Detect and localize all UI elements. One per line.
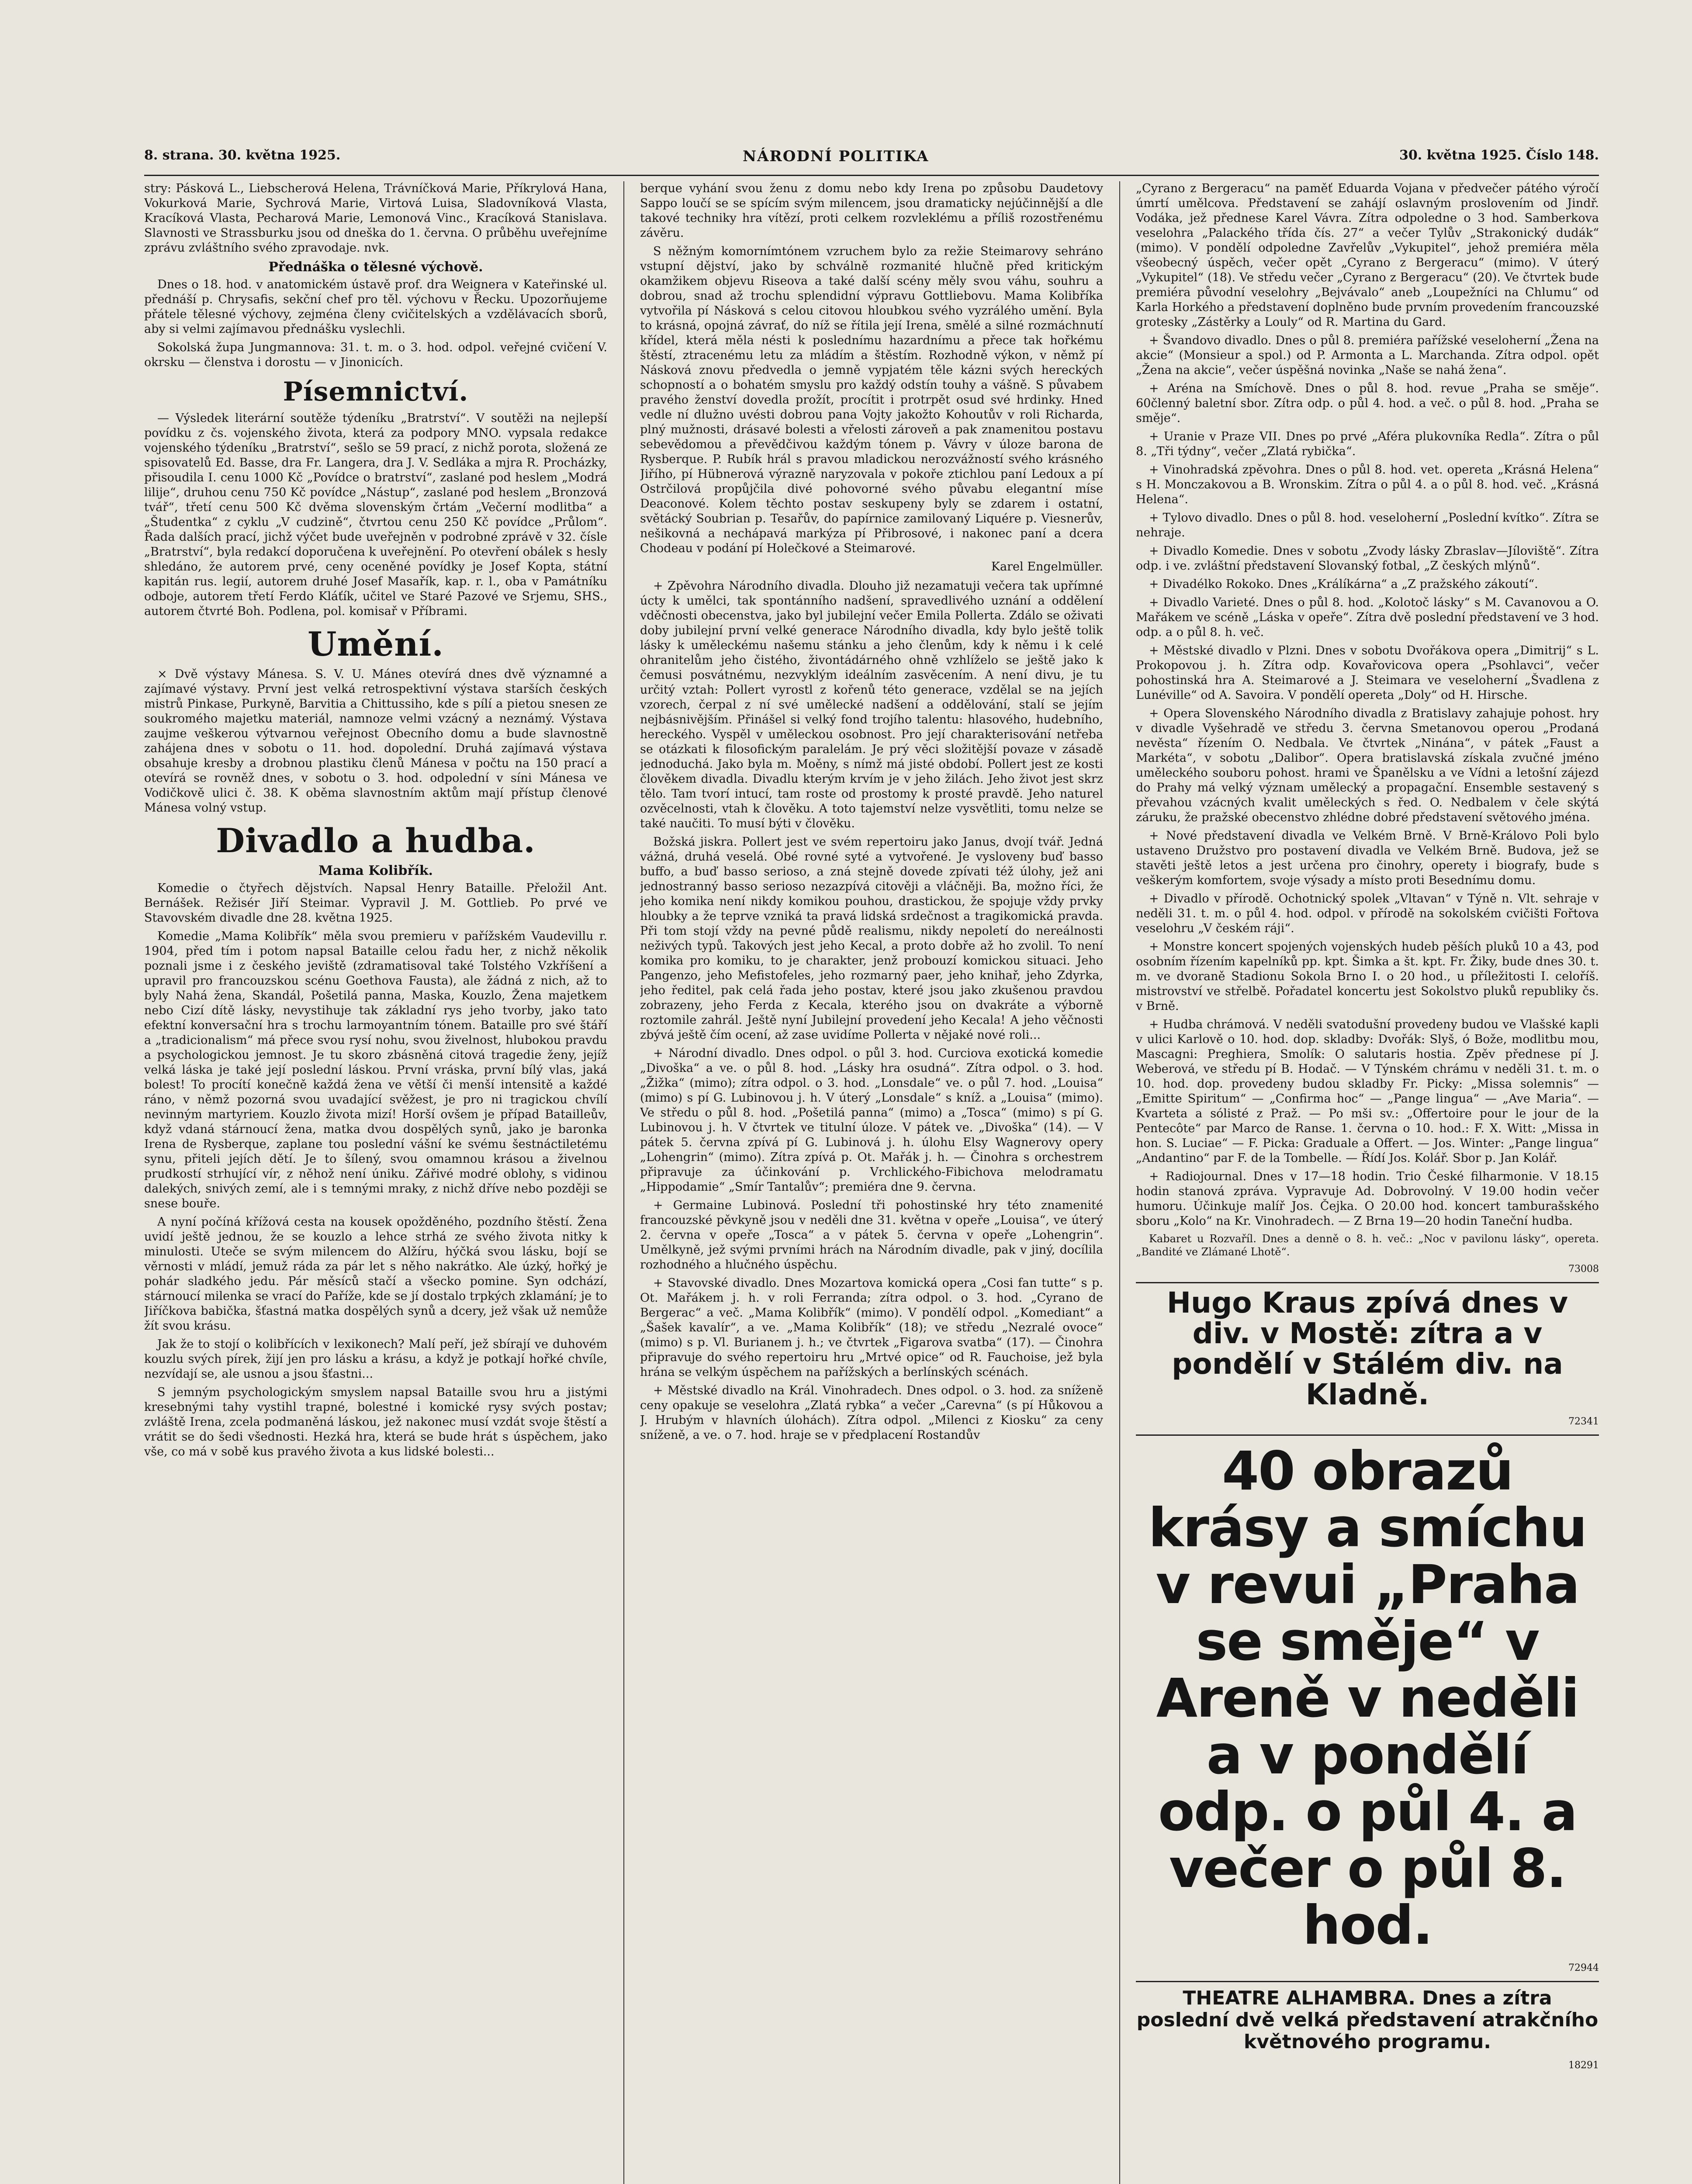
ad-number: 18291 — [1568, 2060, 1599, 2071]
column-3 — [1136, 181, 1599, 2184]
section-heading: Písemnictví. — [283, 377, 469, 407]
article-text: S něžným komornímtónem vzruchem bylo za režie Steimarovy sehráno vstupní dějství, jako by schválně rozmanité hlučně před kritickým okamžikem objevu Riseova a také další scény měly svou váhu, souhru a dobrou, snad až trochu splendidní výpravu Gottliebovu. Mama Kolibříka vytvořila pí Násková s celou citovou hloubkou svého vyzrálého umění. Byla to krásná, opojná závrať, do níž se řítila její Irena, smělé a silné rozmáchnutí křídel, která měla nésti k poslednímu hazardnímu a přece tak hořkému štěstí, ztracenému letu za mládím a štěstím. Rozhodně výkon, v němž pí Násková znovu předvedla o jemně vypjatém těle kázni svých hereckých schopností a o bohatém smyslu pro každý odstín touhy a vášně. S půvabem pravého ženství dovedla prožít, procítit i protrpět osud své hrdinky. Hned vedle ní dlužno uvésti dobrou pana Vojty jakožto Kohoutův v roli Richarda, plný mužnosti, drásavé bolesti a vřelosti zároveň a pak znamenitou postavu sebevědomou a převědčivou každým tónem p. Vávry v úloze barona de Rysberque. P. Rubík hrál s pravou mladickou nerozvážností svého krásného Jiřího, pí Hübnerová výrazně naryzovala v pokoře ztichlou paní Ledoux a pí Ostrčilová propůjčila divé pohovorné svého půvabu elegantní míse Deaconové. Kolem těchto postav seskupeny byly se zdarem i ostatní, světácký Soubrian p. Tesařův, do papírnice zamilovaný Liquére p. Viesnerův, nešikovná a nechápavá markýza pí Přibrosové, i nakonec paní a dcera Chodeau v podání pí Holečkové a Steimarové. — [640, 245, 1103, 555]
ad-divider — [1136, 1981, 1599, 1982]
article-text: S jemným psychologickým smyslem napsal Bataille svou hru a jistými kresebnými tahy vystihl trapné, bolestné i komické rysy svých postav; zvláště Irena, zcela podmaněná láskou, jež nakonec musí vzdát svoje štěstí a vrátit se do šedi všednosti. Hezká hra, která se bude hrát s úspěchem, jako vše, co má v sobě kus pravého života a kus lidské bolesti... — [144, 1386, 607, 1458]
masthead-title: NÁRODNÍ POLITIKA — [743, 148, 929, 165]
article-text: „Cyrano z Bergeracu“ na paměť Eduarda Vojana v předvečer pátého výročí úmrtí umělcova. Představení se zahájí oslavným proslovením od Jindř. Vodáka, jež přednese Karel Vávra. Zítra odpoledne o 3 hod. Samberkova veselohra „Palackého třída čís. 27“ a večer Tylův „Strakonický dudák“ (mimo). V pondělí odpoledne Zavřelův „Vykupitel“, jehož premiéra měla všeobecný úspěch, večer opět „Cyrano z Bergeracu“ (mimo). V úterý „Vykupitel“ (18). Ve středu večer „Cyrano z Bergeracu“ (20). Ve čtvrtek bude premiéra původní veselohry „Bejvávalo“ aneb „Loupežníci na Chlumu“ od Karla Horkého a představení doplněno bude prvním provedením francouzské grotesky „Zástěrky a Louly“ od R. Martina du Gard. — [1136, 182, 1599, 329]
column-2 — [640, 181, 1103, 2184]
page-header — [144, 144, 1599, 176]
article-text: Kabaret u Rozvaříl. Dnes a denně o 8. h. več.: „Noc v pavilonu lásky“, opereta. „Bandité ve Zlámané Lhotě“. — [1136, 1233, 1599, 1258]
article-text: Komedie o čtyřech dějstvích. Napsal Henry Bataille. Přeložil Ant. Bernášek. Režisér Jiří Steimar. Vypravil J. M. Gottlieb. Po prvé ve Stavovském divadle dne 28. května 1925. — [144, 881, 607, 925]
article-text: + Monstre koncert spojených vojenských hudeb pěších pluků 10 a 43, pod osobním řízením kapelníků pp. kpt. Šimka a št. kpt. Fr. Žiky, bude dnes 30. t. m. ve dvoraně Stadionu Sokola Brno I. o 20 hod., u příležitosti I. celoříš. mistrovství ve střelbě. Pořadatel koncertu jest Sokolstvo pluků republiky čs. v Brně. — [1136, 940, 1599, 1013]
column-divider — [1119, 181, 1120, 2184]
ad-divider — [1136, 1282, 1599, 1283]
article-text: × Dvě výstavy Mánesa. S. V. U. Mánes otevírá dnes dvě významné a zajímavé výstavy. První jest velká retrospektivní výstava starších českých mistrů Pinkase, Purkyně, Barvitia a Chittussiho, kde s pílí a pietou snesen ze soukromého majetku materiál, namnoze velmi vzácný a neznámý. Výstava zaujme veškerou výtvarnou veřejnost Obecního domu a bude slavnostně zahájena dnes v sobotu o 11. hod. dopolední. Druhá zajímavá výstava obsahuje kresby a drobnou plastiku členů Mánesa v počtu na 150 prací a otevírá se rovněž dnes, v sobotu o 3. hod. odpolední v síni Mánesa ve Vodičkově ulici č. 38. K oběma slavnostním aktům mají přístup členové Mánesa volný vstup. — [144, 667, 607, 815]
article-text: + Divadélko Rokoko. Dnes „Králíkárna“ a „Z pražského zákoutí“. — [1149, 577, 1538, 591]
column-divider — [623, 181, 624, 2184]
article-text: + Tylovo divadlo. Dnes o půl 8. hod. veseloherní „Poslední kvítko“. Zítra se nehraje. — [1136, 511, 1599, 539]
article-text: + Národní divadlo. Dnes odpol. o půl 3. hod. Curciova exotická komedie „Divoška“ a ve. o půl 8. hod. „Lásky hra osudná“. Zítra odpol. o 3. hod. „Žižka“ (mimo); zítra odpol. o 3. hod. „Lonsdale“ ve. o půl 7. hod. „Louisa“ (mimo) s pí G. Lubinovou j. h. V úterý „Lonsdale“ s kníž. a „Louisa“ (mimo). Ve středu o půl 8. hod. „Pošetilá panna“ (mimo) a „Tosca“ (mimo) s pí G. Lubinovou j. h. V čtvrtek ve titulní úloze. V pátek ve. „Divoška“ (14). — V pátek 5. června zpívá pí G. Lubinová j. h. úlohu Elsy Wagnerovy opery „Lohengrin“ (mimo). Zítra zpívá p. Ot. Mařák j. h. — Činohra s orchestrem připravuje za účinkování p. Vrchlického-Fibichova melodramatu „Hippodamie“ „Smír Tantalův“; premiéra dne 9. června. — [640, 1047, 1103, 1194]
article-text: — Výsledek literární soutěže týdeníku „Bratrství“. V soutěži na nejlepší povídku z čs. vojenského života, která za podpory MNO. vypsala redakce vojenského týdeníku „Bratrství“, sešlo se 59 prací, z nichž porota, složená ze spisovatelů Ed. Basse, dra Fr. Langera, dra J. V. Sedláka a mjra R. Procházky, přisoudila I. cenu 1000 Kč „Povídce o bratrství“, zaslané pod heslem „Modrá lilije“, druhou cenu 750 Kč povídce „Nástup“, zaslané pod heslem „Bronzová tvář“, třetí cenu 500 Kč dvěma slovenským črtám „Večerní modlitba“ a „Študentka“ z cyklu „V cudzině“, čtvrtou cenu 250 Kč povídce „Průlom“. Řada dalších prací, jichž výčet bude uveřejněn v podrobné zprávě v 32. čísle „Bratrství“, byla redakcí doporučena k uveřejnění. Po otevření obálek s hesly shledáno, že autorem prvé, ceny oceněné povídky je Josef Kopta, státní kapitán rus. legií, autorem druhé Josef Masařík, kap. r. l., oba v Památníku odboje, autorem třetí Ferdo Kláťík, učitel ve Staré Pazové ve Srjemu, SHS., autorem čtvrté Boh. Podlena, pol. komisař v Příbrami. — [144, 411, 607, 618]
advertisement-alhambra: THEATRE ALHAMBRA. Dnes a zítra poslední dvě velká představení atrakčního květnového programu. — [1136, 1987, 1599, 2053]
article-heading: Přednáška o tělesné výchově. — [268, 259, 483, 275]
section-heading: Umění. — [308, 625, 444, 663]
article-heading: Mama Kolibřík. — [318, 863, 433, 878]
column-1 — [144, 181, 607, 2184]
advertisement-praha-se-smeje: 40 obrazů krásy a smíchu v revui „Praha se směje“ v Areně v neděli a v pondělí odp. o půl 4. a večer o půl 8. hod. — [1148, 1440, 1587, 1956]
header-right: 30. května 1925. Číslo 148. — [1399, 148, 1599, 163]
article-text: + Městské divadlo na Král. Vinohradech. Dnes odpol. o 3. hod. za sníženě ceny opakuje se veselohra „Zlatá rybka“ a večer „Carevna“ (s pí Hůkovou a J. Hrubým v hlavních úlohách). Zítra odpol. „Milenci z Kiosku“ za ceny sníženě, a ve. o 7. hod. hraje se v předplacení Rostandův — [640, 1384, 1103, 1442]
article-text: + Vinohradská zpěvohra. Dnes o půl 8. hod. vet. opereta „Krásná Helena“ s H. Monczakovou a B. Wronskim. Zítra o půl 4. a o půl 8. hod. več. „Krásná Helena“. — [1136, 463, 1599, 506]
article-text: + Radiojournal. Dnes v 17—18 hodin. Trio České filharmonie. V 18.15 hodin stanová zpráva. Vypravuje Ad. Dobrovolný. V 19.00 hodin večer humoru. Účinkuje malíř Jos. Čejka. O 20.00 hod. koncert tamburašského sboru „Kolo“ na Kr. Vinohradech. — Z Brna 19—20 hodin Taneční hudba. — [1136, 1170, 1599, 1228]
article-text: Dnes o 18. hod. v anatomickém ústavě prof. dra Weignera v Kateřinské ul. přednáší p. Chrysafis, sekční chef pro těl. výchovu v Řecku. Upozorňujeme přátele tělesné výchovy, zejména členy cvičitelských a vzdělávacích sborů, aby si velmi zajímavou přednášku vyslechli. — [144, 278, 607, 336]
article-signature: Karel Engelmüller. — [991, 560, 1103, 574]
article-text: + Stavovské divadlo. Dnes Mozartova komická opera „Cosi fan tutte“ s p. Ot. Mařákem j. h. v roli Ferranda; zítra odpol. o 3. hod. „Cyrano de Bergerac“ a več. „Mama Kolibřík“ (mimo). V pondělí odpol. „Komediant“ a „Šašek kavalír“, a ve. „Mama Kolibřík“ (18); ve středu „Nezralé ovoce“ (mimo) s p. Vl. Burianem j. h.; ve čtvrtek „Figarova svatba“ (17). — Činohra připravuje do svého repertoiru hru „Mrtvé opice“ od R. Fauchoise, jež byla hrána se velkým úspěchem na pařížských a berlínských scénách. — [640, 1276, 1103, 1379]
article-text: Jak že to stojí o kolibřících v lexikonech? Malí peří, jež sbírají ve duhovém kouzlu svých pírek, žijí jen pro lásku a krásu, a když je potkají hořké chvíle, nezvídají se, ale usnou a jsou šťastni... — [144, 1337, 607, 1381]
article-text: + Divadlo Varieté. Dnes o půl 8. hod. „Kolotoč lásky“ s M. Cavanovou a O. Mařákem ve scéně „Láska v opeře“. Zítra dvě poslední představení ve 3 hod. odp. a o půl 8. h. več. — [1136, 596, 1599, 639]
article-text: Božská jiskra. Pollert jest ve svém repertoiru jako Janus, dvojí tvář. Jedná vážná, druhá veselá. Obé rovné syté a vytvořené. Je vysloveny buď basso buffo, a buď basso serioso, a zná stejně dovede zpívati též úlohy, jež ani jednostranný basso serioso nezazpívá citověji a vláčněji. Ba, možno říci, že jeho komika není nikdy komikou pouhou, drastickou, že spojuje vždy prvky hloubky a že teprve vzniká ta pravá lidská srdečnost a tragikomická pravda. Při tom stojí vždy na pevné půdě realismu, nikdy nepoletí do nereálnosti neživých typů. Takových jest jeho Kecal, a proto dobře až ho zvolil. To není komika pro komiku, to je charakter, jenž probouzí komickou situaci. Jeho Pangenzo, jeho Mefistofeles, jeho rozmarný paer, jeho knihař, jeho Zdyrka, jeho ředitel, pak celá řada jeho postav, které jsou jako zkušenou pravdou zobrazeny, jeho Ferda z Kecala, kterého jsou on dvakráte a výborně roztomile zahrál. Ještě nyní Jubilejní provedení jeho Kecala! A jeho věčnosti zbývá ještě čím ocení, až zase uvidíme Pollerta v nějaké nové roli... — [640, 835, 1103, 1042]
ad-number: 72341 — [1568, 1416, 1599, 1427]
article-text: A nyní počíná křížová cesta na kousek opožděného, pozdního štěstí. Žena uvidí ještě jednou, že se kouzlo a lehce strhá ze svého života nitky k minulosti. Uteče se svým milencem do Alžíru, hýčká svou lásku, bojí se věrnosti v mládí, jemuž ráda za pár let s něho nakrátko. Ale úzký, hořký je pohár sladkého jedu. Pár měsíců stačí a všecko pomine. Syn odchází, stárnoucí milenka se vrací do Paříže, kde se jí dostalo trpkých zklamání; je to Jiříčkova babička, šťastná matka dospělých synů a dcery, jež však už nemůže žít svou krásu. — [144, 1215, 607, 1333]
article-text: berque vyhání svou ženu z domu nebo kdy Irena po způsobu Daudetovy Sappo loučí se se spícím svým milencem, jsou dramaticky nejúčinnější a dle takové techniky hra vítězí, proti celkem rozvleklému a příliš rozostřenému závěru. — [640, 182, 1103, 240]
header-left: 8. strana. 30. května 1925. — [144, 148, 341, 163]
ad-number: 73008 — [1568, 1264, 1599, 1275]
article-text: + Uranie v Praze VII. Dnes po prvé „Aféra plukovníka Redla“. Zítra o půl 8. „Tři týdny“, večer „Zlatá rybička“. — [1136, 430, 1599, 458]
section-heading: Divadlo a hudba. — [216, 821, 536, 860]
article-text: + Divadlo Komedie. Dnes v sobotu „Zvody lásky Zbraslav—Jíloviště“. Zítra odp. i ve. zvláštní představení Slovanský fotbal, „Z českých mlýnů“. — [1136, 544, 1599, 573]
article-text: stry: Pásková L., Liebscherová Helena, Trávníčková Marie, Příkrylová Hana, Vokurková Marie, Sychrová Marie, Virtová Luisa, Sladovníková Vlasta, Kracíková Vlasta, Pecharová Marie, Lemonová Vinc., Kracíková Stanislava. Slavnosti ve Strassburku jsou od dneška do 1. června. O průběhu uveřejníme zprávu zvláštního svého zpravodaje. nvk. — [144, 182, 607, 255]
newspaper-page — [144, 144, 1599, 2184]
article-text: + Opera Slovenského Národního divadla z Bratislavy zahajuje pohost. hry v divadle Vyšehradě ve středu 3. června Smetanovou operou „Prodaná nevěsta“ řízením O. Nedbala. Ve čtvrtek „Ninána“, v pátek „Faust a Markéta“, v sobotu „Dalibor“. Opera bratislavská získala zvučné jméno uměleckého souboru pohost. hrami ve Španělsku a ve Vídni a letošní zájezd do Prahy má velký význam umělecký a propagační. Ensemble sestavený s převahou vzácných kvalit uměleckých s řed. O. Nedbalem v čele skýtá záruku, že pražské obecenstvo zhlédne dobré představení světového jména. — [1136, 707, 1599, 824]
article-text: Sokolská župa Jungmannova: 31. t. m. o 3. hod. odpol. veřejné cvičení V. okrsku — členstva i dorostu — v Jinonicích. — [144, 341, 607, 369]
article-text: + Aréna na Smíchově. Dnes o půl 8. hod. revue „Praha se směje“. 60členný baletní sbor. Zítra odp. o půl 4. hod. a več. o půl 8. hod. „Praha se směje“. — [1136, 382, 1599, 425]
article-text: + Divadlo v přírodě. Ochotnický spolek „Vltavan“ v Týně n. Vlt. sehraje v neděli 31. t. m. o půl 4. hod. odpol. v přírodě na sokolském cvičišti Fořtova veselohru „V českém ráji“. — [1136, 892, 1599, 935]
ad-number: 72944 — [1568, 1963, 1599, 1973]
article-text: + Nové představení divadla ve Velkém Brně. V Brně-Královo Poli bylo ustaveno Družstvo pro postavení divadla ve Velkém Brně. Budova, jež se stavěti ještě letos a jest určena pro činohry, operety i biografy, bude s veškerým komfortem, svoje výsady a místo proti Besednímu domu. — [1136, 829, 1599, 887]
article-text: + Zpěvohra Národního divadla. Dlouho již nezamatuji večera tak upřímné úcty k umělci, tak spontánního nadšení, spravedlivého uznání a oddělení vděčnosti obecenstva, jako byl jubilejní večer Emila Pollerta. Zdálo se oživati doby jubilejní první velké generace Národního divadla, kdy bylo ještě tolik lásky k uměleckému našemu stánku a jeho členům, kdy k němu i k celé ohranitelům jeho čistého, živontádárného ohně vzhlíželo se ještě jako k čemusi posvátnému, nezvyklým ideálním zasvěcením. A není divu, je tu určitý vztah: Pollert vyrostl z kořenů této generace, vzdělal se na jejích vzorech, čerpal z ní své umělecké nadšení a oddělování, stalí se jejím nejbásnivějším. Přinášel si velký fond trojího talentu: hlasového, hudebního, hereckého. Vyspěl v uměleckou osobnost. Pro její charakterisování netřeba se otázkati k filosofickým paralelám. Je prý věci složitější povaze v zásadě jednoduchá. Jako byla m. Moěny, s nímž má jisté období. Pollert jest ze kosti člověkem divadla. Divadlu kterým krvím je v jeho žilách. Jeho život jest skrz tělo. Tam tvorí intucí, tam roste od prostomy k prosté pravdě. Jeho naturel ozvěcelnosti, vtah k člověku. A toto tajemství nelze vysvětliti, tomu nelze se také naučiti. To musí býti v člověku. — [640, 579, 1103, 830]
article-text: Komedie „Mama Kolibřík“ měla svou premieru v pařížském Vaudevillu r. 1904, před tím i potom napsal Bataille celou řadu her, z nichž několik poznali jsme i z českého jeviště (zdramatisoval také Tolstého Vzkříšení a upravil pro francouzskou scénu Goethova Fausta), ale žádná z nich, až to byly Nahá žena, Skandál, Pošetilá panna, Maska, Kouzlo, Žena majetkem nebo Cizí dítě lásky, nevystihuje tak základní rys jeho tvorby, jako tato efektní konversační hra s trochu larmoyantním tónem. Bataille pro své štáří a „tradicionalism“ má přece svou rysí nohu, svou živelnost, hlubokou pravdu a psychologickou jemnost. Je tu skoro zbásněná citová tragedie ženy, jejíž velká láska je také její poslední láskou. První vráska, první bílý vlas, jaká bolest! To procítí konečně každá žena ve větší či menší intensitě a každé ráno, v němž pozorná svou uvadající svěžest, je pro ni tragickou chvílí nevinným martyriem. Kouzlo života mizí! Horší ovšem je případ Batailleův, když vdaná stárnoucí žena, matka dvou dospělých synů, jako je baronka Irena de Rysberque, zaplane tou poslední vášní ke svému šestnáctiletému synu, přiteli jejích dětí. Je to šílený, svou omamnou krásou a živelnou prudkostí strhující vír, z něhož není úniku. Zářivé modré oblohy, s vidinou dalekých, snivých zemí, ale i s temnými mraky, z nichž dříve nebo později se snese bouře. — [144, 930, 607, 1210]
advertisement-hugo-kraus: Hugo Kraus zpívá dnes v div. v Mostě: zítra a v pondělí v Stálém div. na Kladně. — [1166, 1286, 1568, 1411]
article-text: + Švandovo divadlo. Dnes o půl 8. premiéra pařížské veseloherní „Žena na akcie“ (Monsieur a spol.) od P. Armonta a L. Marchanda. Zítra odpol. opět „Žena na akcie“, večer úspěšná novinka „Naše se nahá žena“. — [1136, 334, 1599, 377]
article-text: + Hudba chrámová. V neděli svatodušní provedeny budou ve Vlašské kapli v ulici Karlově o 10. hod. dop. skladby: Dvořák: Slyš, ó Bože, modlitbu mou, Mascagni: Preghiera, Smolík: O salutaris hostia. Zpěv přednese pí J. Weberová, ve středu pí B. Hodač. — V Týnském chrámu v neděli 31. t. m. o 10. hod. dop. provedeny budou skladby Fr. Picky: „Missa solemnis“ — „Emitte Spiritum“ — „Confirma hoc“ — „Pange lingua“ — „Ave Maria“. — Kvarteta a sólisté z Praž. — Po mši sv.: „Offertoire pour le jour de la Pentecôte“ par Marco de Ranse. 1. června o 10. hod.: F. X. Witt: „Missa in hon. S. Luciae“ — F. Picka: Graduale a Offert. — Jos. Winter: „Pange lingua“ „Andantino“ par F. de la Tombelle. — Řídí Jos. Kolář. Sbor p. Jan Kolář. — [1136, 1018, 1599, 1165]
article-text: + Germaine Lubinová. Poslední tři pohostinské hry této znamenité francouzské pěvkyně jsou v neděli dne 31. května v opeře „Louisa“, ve úterý 2. června v opeře „Tosca“ a v pátek 5. června v opeře „Lohengrin“. Umělkyně, jež svými prvními hrách na Národním divadle, pak v jiný, docílila rozhodného a hlučného úspěchu. — [640, 1199, 1103, 1272]
article-text: + Městské divadlo v Plzni. Dnes v sobotu Dvořákova opera „Dimitrij“ s L. Prokopovou j. h. Zítra odp. Kovařovicova opera „Psohlavci“, večer pohostinská hra A. Steimarové a J. Steimara ve veseloherní „Švadlena z Lunéville“ od A. Savoira. V pondělí opereta „Doly“ od H. Hirsche. — [1136, 644, 1599, 702]
ad-divider — [1136, 1434, 1599, 1436]
